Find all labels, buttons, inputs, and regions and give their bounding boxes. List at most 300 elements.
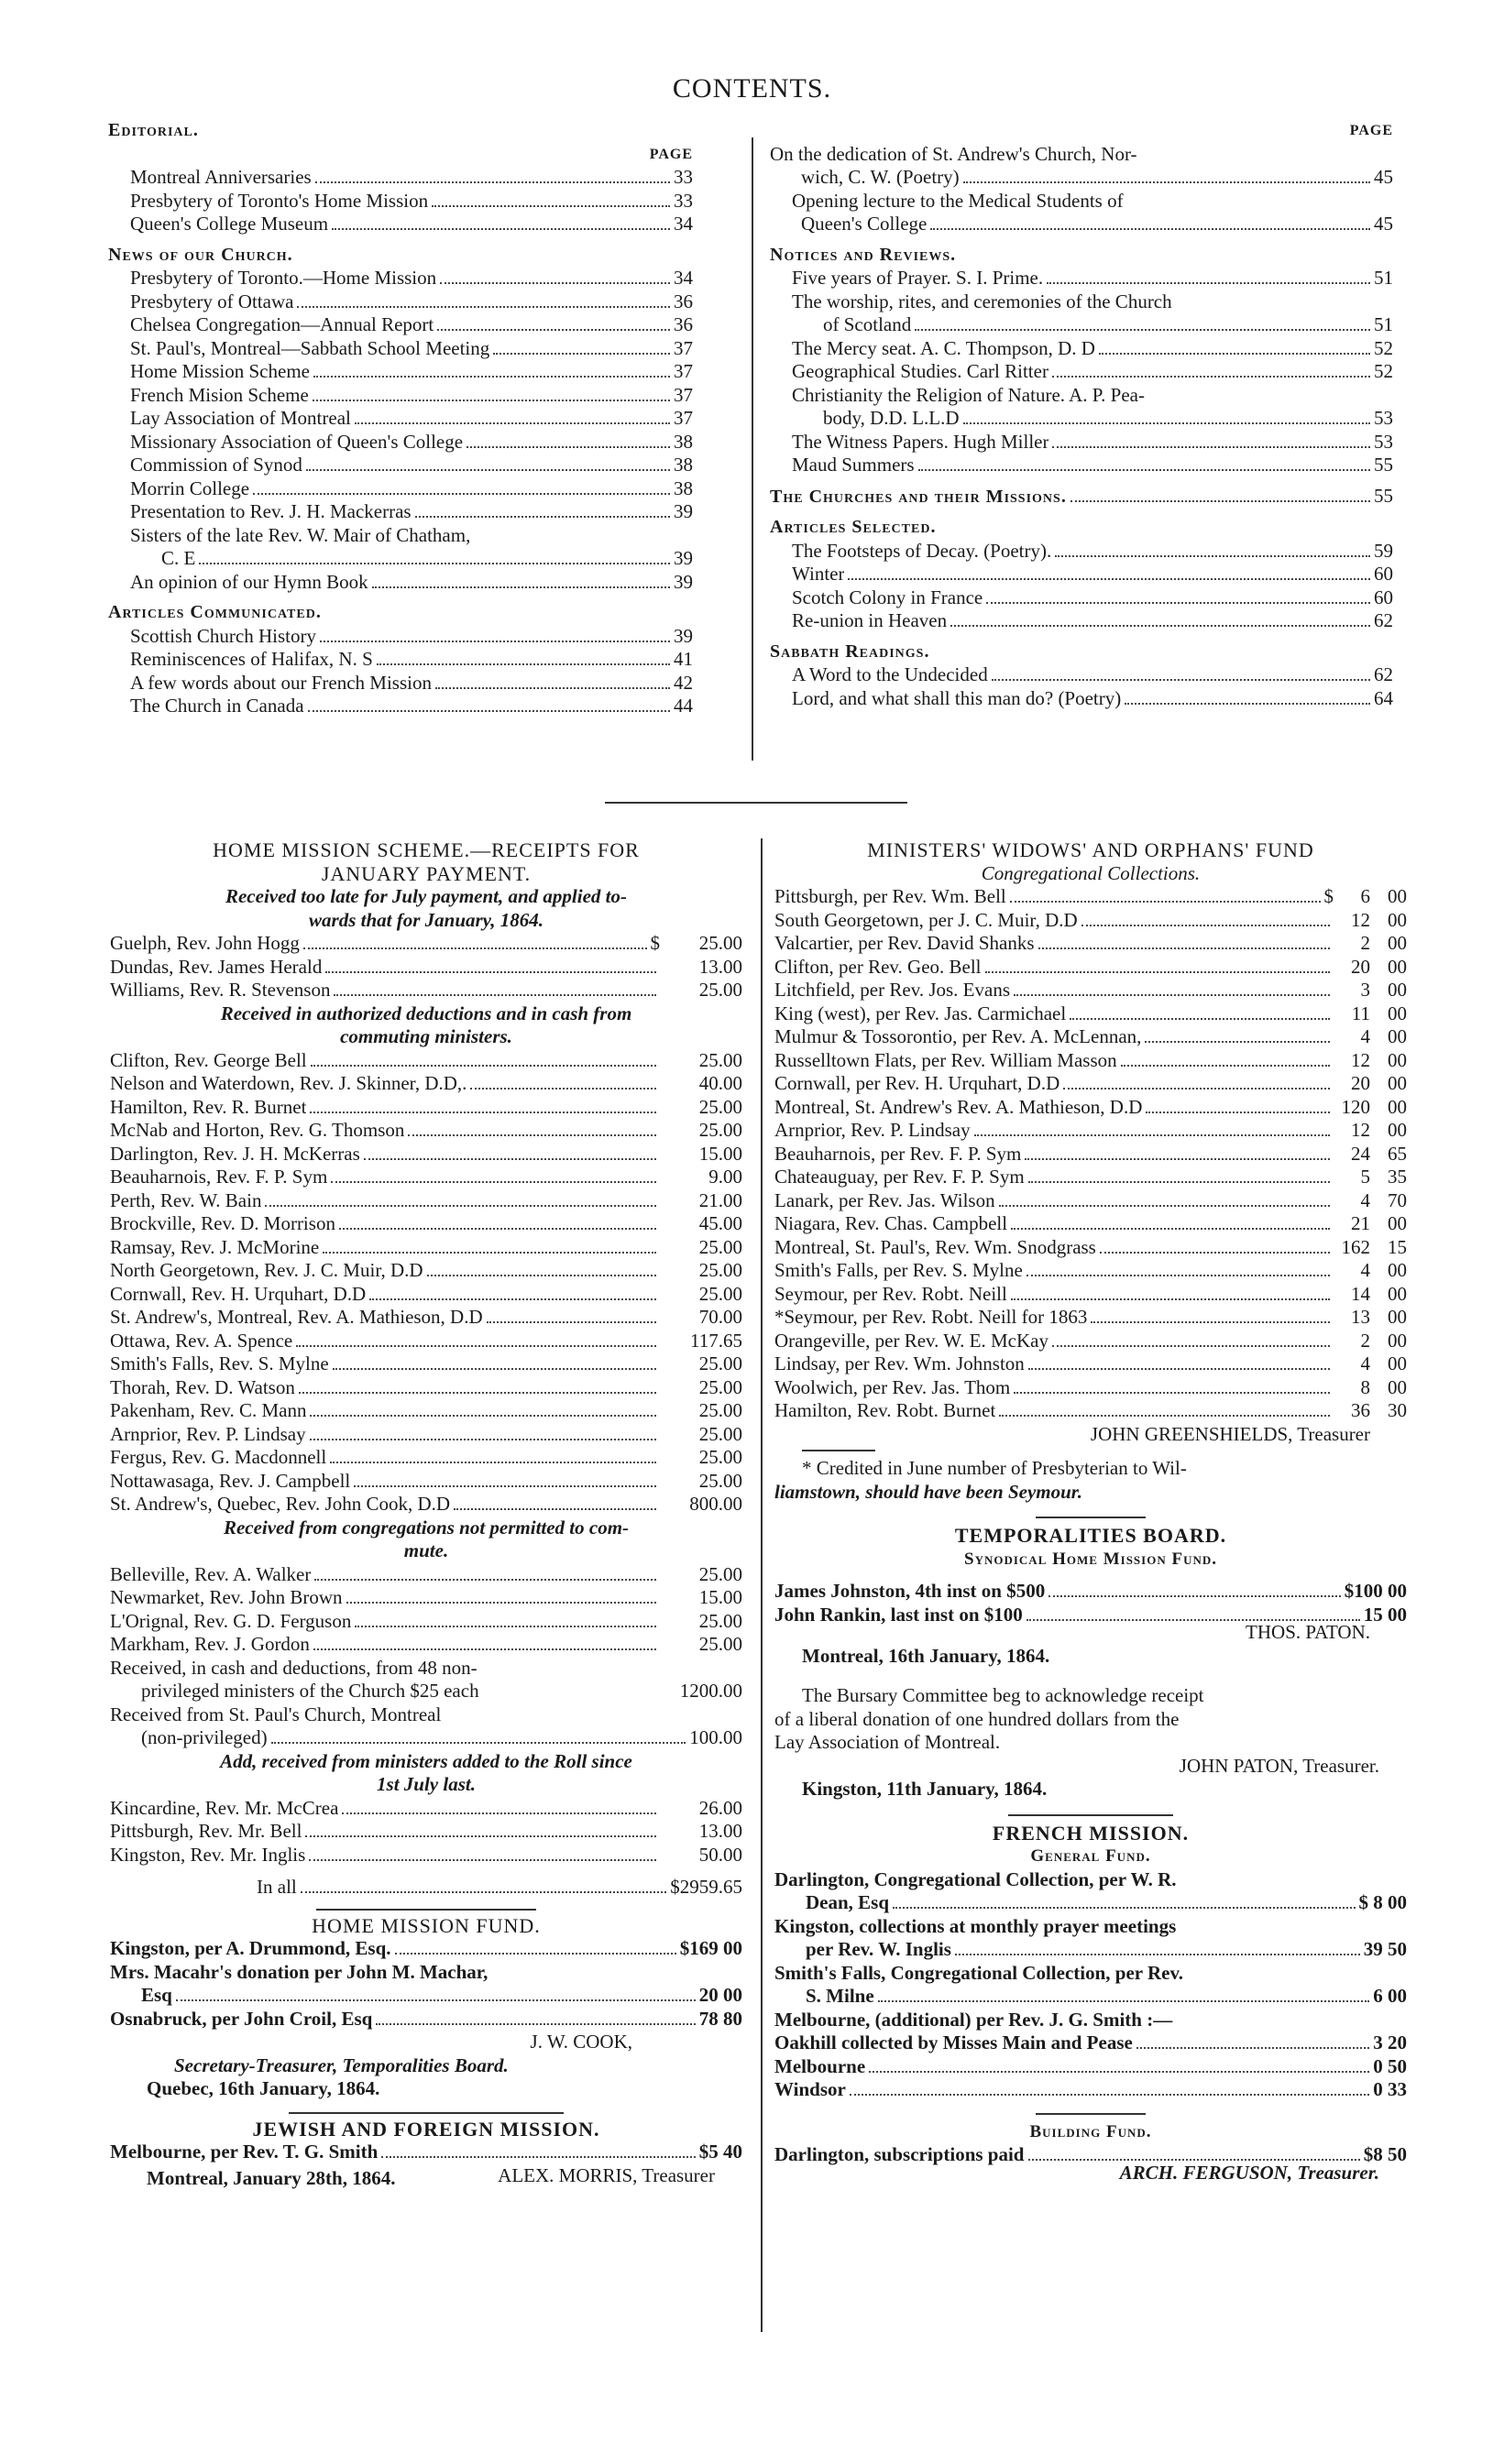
receipt-row	[110, 1399, 742, 1423]
entry-text: Mulmur & Tossorontio, per Rev. A. McLennan,	[774, 1025, 1142, 1047]
home-fund-sig-name: J. W. COOK,	[530, 2031, 632, 2053]
entry-text: French Mision Scheme	[130, 383, 309, 406]
contents-entry	[130, 695, 693, 718]
entry-text: Smith's Falls, per Rev. S. Mylne	[774, 1259, 1023, 1281]
entry-text: St. Andrew's, Quebec, Rev. John Cook, D.D	[110, 1493, 451, 1515]
entry-text: Cornwall, per Rev. H. Urquhart, D.D	[774, 1072, 1060, 1094]
entry-text: Hamilton, Rev. Robt. Burnet	[774, 1399, 996, 1421]
entry-text: Belleville, Rev. A. Walker	[110, 1562, 312, 1585]
widows-row	[774, 1002, 1407, 1026]
editorial-heading: Editorial.	[108, 120, 199, 140]
entry-dollars: 5	[1360, 1166, 1370, 1188]
home-fund-kingston: Kingston, per A. Drummond, Esq.	[110, 1937, 391, 1959]
entry-cents: 00	[1388, 1259, 1407, 1281]
notices2-list	[770, 337, 1393, 384]
entry-cents: 30	[1388, 1399, 1407, 1421]
christianity-line1: Christianity the Religion of Nature. A. P. Pea-	[792, 383, 1145, 406]
receipt-row	[110, 1049, 742, 1073]
entry-text: Presbytery of Toronto.—Home Mission	[130, 267, 437, 289]
entry-dollars: 13	[1351, 1306, 1370, 1328]
entry-value: 70.00	[698, 1306, 742, 1328]
building-darlington: Darlington, subscriptions paid	[774, 2143, 1025, 2165]
french-kingston-line1: Kingston, collections at monthly prayer meetings	[774, 1914, 1177, 1937]
entry-dollars: 11	[1351, 1002, 1370, 1024]
entry-text: Hamilton, Rev. R. Burnet	[110, 1095, 307, 1118]
entry-text: Ottawa, Rev. A. Spence	[110, 1329, 293, 1352]
entry-value: 52	[1374, 336, 1393, 359]
entry-text: Montreal Anniversaries	[130, 166, 312, 188]
notices-heading: Notices and Reviews.	[770, 244, 957, 265]
entry-cents: 00	[1388, 979, 1407, 1001]
entry-text: Ramsay, Rev. J. McMorine	[110, 1235, 320, 1258]
bursary-sig: JOHN PATON, Treasurer.	[1179, 1754, 1379, 1777]
french-smith-value: 6 00	[1373, 1985, 1407, 2007]
contents-entry	[130, 407, 693, 431]
jewish-place: Montreal, January 28th, 1864.	[147, 2167, 396, 2189]
building-darlington-value: $8 50	[1363, 2143, 1407, 2165]
entry-dollars: 36	[1351, 1399, 1370, 1421]
entry-value: 13.00	[698, 1820, 742, 1842]
entry-text: Clifton, per Rev. Geo. Bell	[774, 955, 982, 978]
cash-value: 1200.00	[679, 1680, 742, 1702]
entry-value: 64	[1374, 686, 1393, 709]
christianity-page: 53	[1374, 407, 1393, 429]
entry-value: 9.00	[708, 1166, 742, 1188]
notices-list	[770, 267, 1393, 290]
receipt-row	[110, 1330, 742, 1353]
temporalities-list	[774, 1580, 1407, 1626]
auth-note-line2: commuting ministers.	[340, 1025, 512, 1047]
widows-heading: MINISTERS' WIDOWS' AND ORPHANS' FUND	[867, 838, 1314, 861]
entry-cents: 00	[1388, 1025, 1407, 1047]
widows-row	[774, 1096, 1407, 1120]
notperm-note-line1: Received from congregations not permitted to com-	[223, 1516, 630, 1539]
widows-row	[774, 1049, 1407, 1073]
news-sisters-page: 39	[674, 547, 693, 569]
entry-text: Woolwich, per Rev. Jas. Thom	[774, 1375, 1011, 1398]
widows-row	[774, 1072, 1407, 1096]
contents-entry	[130, 454, 693, 477]
late-list	[110, 932, 742, 1002]
receipt-row	[110, 1493, 742, 1517]
entry-text: Thorah, Rev. D. Watson	[110, 1375, 295, 1398]
contents-divider	[752, 137, 753, 761]
entry-text: St. Andrew's, Montreal, Rev. A. Mathieson, D.D	[110, 1306, 483, 1328]
entry-cents: 00	[1388, 1329, 1407, 1352]
contents-left-column	[108, 119, 693, 718]
home-mission-heading2: JANUARY PAYMENT.	[321, 861, 532, 885]
entry-cents: 00	[1388, 1306, 1407, 1328]
entry-text: Scottish Church History	[130, 624, 316, 647]
entry-text: Oakhill collected by Misses Main and Pease	[774, 2031, 1133, 2053]
home-fund-kingston-value: $169 00	[679, 1937, 742, 1959]
entry-value: 25.00	[698, 1282, 742, 1305]
french-darlington-value: $ 8 00	[1358, 1891, 1407, 1913]
entry-text: Re-union in Heaven	[792, 609, 948, 631]
receipt-row	[110, 1306, 742, 1330]
entry-cents: 70	[1388, 1188, 1407, 1211]
entry-text: Presentation to Rev. J. H. Mackerras	[130, 500, 412, 522]
temporalities-sig: THOS. PATON.	[1246, 1621, 1370, 1643]
entry-value: 0 50	[1373, 2054, 1407, 2077]
entry-dollars: 8	[1360, 1375, 1370, 1398]
editorial-list	[108, 166, 693, 236]
french-kingston-line2: per Rev. W. Inglis	[806, 1938, 951, 1960]
entry-value: 38	[674, 454, 693, 476]
contents-entry	[792, 267, 1393, 290]
french-darlington-line2: Dean, Esq	[806, 1891, 890, 1913]
sabbath-heading: Sabbath Readings.	[770, 641, 930, 662]
entry-value: 50.00	[698, 1843, 742, 1866]
bursary-line3: Lay Association of Montreal.	[774, 1731, 1001, 1753]
news-hymn-title: An opinion of our Hymn Book	[130, 570, 368, 593]
entry-text: McNab and Horton, Rev. G. Thomson	[110, 1119, 405, 1141]
entry-value: $100 00	[1344, 1580, 1407, 1602]
entry-text: John Rankin, last inst on $100	[774, 1603, 1023, 1626]
entry-value: 26.00	[698, 1796, 742, 1819]
entry-text: Beauharnois, Rev. F. P. Sym	[110, 1166, 328, 1188]
entry-value: 25.00	[698, 1352, 742, 1374]
add-list	[110, 1797, 742, 1867]
worship-entry	[770, 290, 1393, 337]
entry-value: 37	[674, 407, 693, 429]
entry-text: Kingston, Rev. Mr. Inglis	[110, 1843, 306, 1866]
entry-text: Russelltown Flats, per Rev. William Masson	[774, 1048, 1117, 1071]
entry-value: 45.00	[698, 1212, 742, 1234]
entry-cents: 00	[1388, 1212, 1407, 1234]
lower-divider	[761, 838, 763, 2332]
entry-text: North Georgetown, Rev. J. C. Muir, D.D	[110, 1259, 423, 1281]
entry-text: Winter	[792, 563, 845, 585]
contents-entry	[792, 454, 1393, 477]
entry-text: Newmarket, Rev. John Brown	[110, 1586, 343, 1608]
contents-entry	[130, 190, 693, 214]
french-melbourne-line1: Melbourne, (additional) per Rev. J. G. Smith :—	[774, 2008, 1173, 2031]
rule-4	[1036, 1517, 1146, 1518]
entry-text: Perth, Rev. W. Bain	[110, 1188, 262, 1211]
entry-text: A Word to the Undecided	[792, 663, 988, 685]
entry-dollars: 12	[1351, 908, 1370, 931]
dedication-page: 45	[1374, 166, 1393, 188]
news-hymn-page: 39	[674, 570, 693, 593]
widows-row	[774, 1283, 1407, 1307]
entry-value: 52	[1374, 360, 1393, 382]
receipt-row	[110, 1633, 742, 1657]
entry-value: 25.00	[698, 979, 742, 1001]
entry-text: Montreal, St. Paul's, Rev. Wm. Snodgrass	[774, 1235, 1096, 1258]
receipt-row	[110, 1820, 742, 1844]
home-fund-macahr-line1: Mrs. Macahr's donation per John M. Machar,	[110, 1960, 489, 1983]
entry-text: Pakenham, Rev. C. Mann	[110, 1399, 307, 1421]
entry-text: Arnprior, Rev. P. Lindsay	[110, 1422, 306, 1445]
contents-entry	[130, 672, 693, 695]
christianity-entry	[770, 384, 1393, 431]
entry-cents: 00	[1388, 955, 1407, 978]
entry-text: Fergus, Rev. G. Macdonnell	[110, 1446, 327, 1468]
entry-text: King (west), per Rev. Jas. Carmichael	[774, 1002, 1067, 1024]
add-note-line2: 1st July last.	[377, 1773, 476, 1795]
entry-cents: 00	[1388, 932, 1407, 954]
late-note-line1: Received too late for July payment, and applied to-	[225, 885, 627, 907]
contents-entry	[130, 648, 693, 672]
rule-1	[316, 1909, 536, 1911]
entry-value: 34	[674, 213, 693, 235]
entry-dollars: 2	[1360, 932, 1370, 954]
widows-row	[774, 932, 1407, 956]
entry-cents: 00	[1388, 1375, 1407, 1398]
widows-row	[774, 1236, 1407, 1260]
contents-entry	[130, 384, 693, 408]
add-note-line1: Add, received from ministers added to the Roll since	[220, 1749, 632, 1772]
entry-text: Montreal, St. Andrew's Rev. A. Mathieson, D.D	[774, 1095, 1143, 1118]
receipt-row	[110, 956, 742, 980]
rule-2	[289, 2112, 564, 2114]
widows-row	[774, 1166, 1407, 1189]
contents-entry	[130, 625, 693, 649]
home-fund-macahr-line2: Esq	[141, 1984, 172, 2006]
entry-value: 25.00	[698, 1399, 742, 1421]
receipts-right-column	[774, 838, 1407, 2185]
entry-value: 39	[674, 624, 693, 647]
entry-value: 33	[674, 189, 693, 212]
home-fund-sig-title: Secretary-Treasurer, Temporalities Board.	[174, 2053, 509, 2076]
receipt-row	[110, 1844, 742, 1867]
entry-text: Lindsay, per Rev. Wm. Johnston	[774, 1352, 1025, 1374]
receipt-row	[774, 2031, 1407, 2055]
entry-value: 117.65	[690, 1329, 742, 1352]
entry-text: Guelph, Rev. John Hogg	[110, 932, 300, 954]
receipt-row	[110, 1376, 742, 1400]
jewish-sig: ALEX. MORRIS, Treasurer	[498, 2163, 715, 2186]
receipt-row	[110, 932, 742, 956]
french-melbourne-list	[774, 2031, 1407, 2102]
entry-text: Nottawasaga, Rev. J. Campbell	[110, 1469, 351, 1492]
entry-text: James Johnston, 4th inst on $500	[774, 1580, 1046, 1602]
selected-list	[770, 540, 1393, 633]
entry-cents: 00	[1388, 1048, 1407, 1071]
communicated-list	[108, 625, 693, 718]
total-label: In all	[257, 1876, 297, 1898]
widows-row	[774, 979, 1407, 1002]
entry-value: 25.00	[698, 1446, 742, 1468]
entry-cents: 35	[1388, 1166, 1407, 1188]
entry-value: 21.00	[698, 1188, 742, 1211]
entry-text: Lay Association of Montreal	[130, 407, 351, 429]
entry-value: 41	[674, 648, 693, 670]
entry-cents: 00	[1388, 1072, 1407, 1094]
bursary-line2: of a liberal donation of one hundred dollars from the	[774, 1707, 1180, 1730]
widows-row	[774, 1025, 1407, 1049]
worship-page: 51	[1374, 313, 1393, 335]
home-fund-osnabruck-value: 78 80	[698, 2007, 742, 2030]
jewish-heading: JEWISH AND FOREIGN MISSION.	[252, 2117, 600, 2141]
opening-page: 45	[1374, 213, 1393, 235]
widows-row	[774, 1143, 1407, 1166]
section-separator	[605, 802, 907, 804]
widows-row	[774, 909, 1407, 933]
opening-line1: Opening lecture to the Medical Students of	[792, 189, 1124, 212]
entry-value: 25.00	[698, 1469, 742, 1492]
entry-text: Pittsburgh, Rev. Mr. Bell	[110, 1820, 302, 1842]
total-value: $2959.65	[670, 1876, 742, 1898]
french-kingston-value: 39 50	[1363, 1938, 1407, 1960]
widows-list	[774, 885, 1407, 1423]
home-fund-osnabruck: Osnabruck, per John Croil, Esq	[110, 2007, 373, 2030]
entry-text: Presbytery of Toronto's Home Mission	[130, 189, 429, 212]
entry-value: 800.00	[689, 1493, 742, 1515]
jewish-melbourne: Melbourne, per Rev. T. G. Smith	[110, 2141, 379, 2163]
entry-text: Clifton, Rev. George Bell	[110, 1048, 307, 1071]
receipt-row	[110, 1563, 742, 1587]
receipt-row	[110, 1166, 742, 1189]
entry-dollars: 20	[1351, 955, 1370, 978]
entry-text: Maud Summers	[792, 454, 915, 476]
contents-entry	[130, 360, 693, 384]
contents-entry	[130, 477, 693, 501]
cash-line2: privileged ministers of the Church $25 each	[141, 1680, 479, 1702]
worship-line2: of Scotland	[823, 313, 912, 335]
widows-row	[774, 1189, 1407, 1213]
entry-text: Orangeville, per Rev. W. E. McKay	[774, 1329, 1048, 1352]
receipt-row	[110, 979, 742, 1002]
entry-text: Lord, and what shall this man do? (Poetry)	[792, 686, 1122, 709]
entry-dollars: 2	[1360, 1329, 1370, 1352]
receipts-left-column	[110, 838, 742, 2191]
entry-dollars: 24	[1351, 1142, 1370, 1165]
entry-text: Chateauguay, per Rev. F. P. Sym	[774, 1166, 1025, 1188]
receipt-row	[774, 2055, 1407, 2079]
auth-list	[110, 1049, 742, 1517]
communicated-heading: Articles Communicated.	[108, 602, 322, 622]
cash-line1: Received, in cash and deductions, from 48 non-	[110, 1656, 478, 1679]
news-list	[108, 267, 693, 524]
entry-value: 25.00	[698, 1048, 742, 1071]
entry-value: 33	[674, 166, 693, 188]
receipt-row	[110, 1119, 742, 1143]
entry-cents: 00	[1388, 1002, 1407, 1024]
entry-value: 37	[674, 336, 693, 359]
entry-text: Beauharnois, per Rev. F. P. Sym	[774, 1142, 1022, 1165]
news-sisters-line1: Sisters of the late Rev. W. Mair of Chatham,	[130, 523, 471, 546]
entry-text: Commission of Synod	[130, 454, 302, 476]
entry-text: Scotch Colony in France	[792, 586, 983, 608]
stpaul-value: 100.00	[689, 1726, 742, 1748]
entry-dollars: 162	[1341, 1235, 1370, 1258]
entry-text: Dundas, Rev. James Herald	[110, 955, 323, 978]
entry-value: 53	[1374, 430, 1393, 453]
receipt-row	[774, 1580, 1407, 1604]
entry-text: Cornwall, Rev. H. Urquhart, D.D	[110, 1282, 367, 1305]
building-sub: Building Fund.	[1029, 2121, 1152, 2141]
entry-value: 15 00	[1363, 1603, 1407, 1626]
entry-cents: 00	[1388, 1352, 1407, 1374]
notperm-note-line2: mute.	[403, 1539, 449, 1561]
receipt-row	[110, 1072, 742, 1096]
rule-6	[1036, 2113, 1146, 2115]
dedication-line2: wich, C. W. (Poetry)	[801, 166, 960, 188]
contents-entry	[792, 431, 1393, 454]
receipt-row	[110, 1586, 742, 1610]
entry-text: Five years of Prayer. S. I. Prime.	[792, 267, 1044, 289]
widows-row	[774, 1259, 1407, 1283]
entry-text: The Mercy seat. A. C. Thompson, D. D	[792, 336, 1095, 359]
entry-value: 25.00	[698, 1375, 742, 1398]
entry-cents: 15	[1388, 1235, 1407, 1258]
home-fund-macahr-value: 20 00	[698, 1984, 742, 2006]
entry-dollars: 4	[1360, 1025, 1370, 1047]
widows-row	[774, 1352, 1407, 1376]
notices3-list	[770, 431, 1393, 477]
bursary-line1: The Bursary Committee beg to acknowledge receipt	[802, 1684, 1204, 1706]
page-label: PAGE	[649, 146, 693, 162]
entry-cents: 65	[1388, 1142, 1407, 1165]
receipt-row	[110, 1143, 742, 1166]
contents-entry	[130, 213, 693, 236]
home-mission-heading1: HOME MISSION SCHEME.—RECEIPTS FOR	[213, 838, 640, 861]
entry-text: Brockville, Rev. D. Morrison	[110, 1212, 335, 1234]
entry-value: 44	[674, 695, 693, 717]
widows-sig: JOHN GREENSHIELDS, Treasurer	[1090, 1422, 1370, 1445]
sabbath-list	[770, 663, 1393, 710]
entry-text: Niagara, Rev. Chas. Campbell	[774, 1212, 1008, 1234]
entry-value: 25.00	[698, 1609, 742, 1632]
news-sisters	[108, 524, 693, 595]
temporalities-place: Montreal, 16th January, 1864.	[802, 1644, 1050, 1667]
entry-currency: $	[1323, 885, 1334, 907]
contents-right-column	[770, 119, 1393, 710]
receipt-row	[110, 1470, 742, 1494]
entry-value: 37	[674, 383, 693, 406]
receipt-row	[774, 2078, 1407, 2102]
entry-dollars: 12	[1351, 1119, 1370, 1141]
entry-value: 15.00	[698, 1586, 742, 1608]
widows-row	[774, 1330, 1407, 1353]
entry-dollars: 12	[1351, 1048, 1370, 1071]
entry-text: Geographical Studies. Carl Ritter	[792, 360, 1048, 382]
entry-value: 39	[674, 500, 693, 522]
receipt-row	[110, 1189, 742, 1213]
entry-text: Kincardine, Rev. Mr. McCrea	[110, 1796, 339, 1819]
widows-row	[774, 1212, 1407, 1236]
entry-value: 25.00	[698, 1235, 742, 1258]
entry-text: Smith's Falls, Rev. S. Mylne	[110, 1352, 329, 1374]
entry-text: Nelson and Waterdown, Rev. J. Skinner, D.D,.	[110, 1072, 467, 1094]
entry-value: 0 33	[1373, 2078, 1407, 2100]
entry-value: 36	[674, 313, 693, 335]
receipt-row	[110, 1423, 742, 1447]
entry-cents: 00	[1388, 1095, 1407, 1118]
entry-text: South Georgetown, per J. C. Muir, D.D	[774, 908, 1078, 931]
contents-entry	[130, 313, 693, 337]
page-label-right: PAGE	[1349, 123, 1393, 138]
entry-dollars: 6	[1360, 885, 1370, 907]
stpaul-line2: (non-privileged)	[141, 1726, 268, 1748]
selected-heading: Articles Selected.	[770, 517, 937, 537]
french-sig: ARCH. FERGUSON, Treasurer.	[1119, 2161, 1379, 2184]
widows-row	[774, 885, 1407, 909]
receipt-row	[110, 1797, 742, 1821]
entry-value: 42	[674, 671, 693, 694]
entry-text: *Seymour, per Rev. Robt. Neill for 1863	[774, 1306, 1088, 1328]
entry-value: 62	[1374, 609, 1393, 631]
entry-value: 25.00	[698, 1422, 742, 1445]
entry-dollars: 21	[1351, 1212, 1370, 1234]
entry-value: 60	[1374, 586, 1393, 608]
entry-cents: 00	[1388, 1119, 1407, 1141]
entry-text: Seymour, per Rev. Robt. Neill	[774, 1282, 1007, 1305]
french-smith-line2: S. Milne	[806, 1985, 874, 2007]
contents-entry	[130, 337, 693, 361]
